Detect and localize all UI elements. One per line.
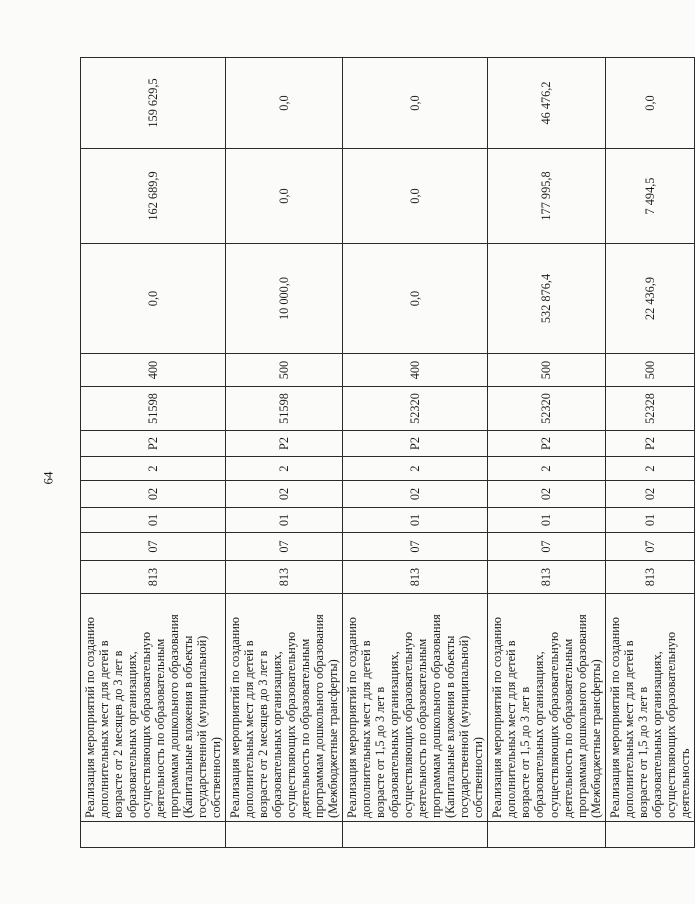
subsection-code: 01 <box>226 508 343 533</box>
amount-year-3: 0,0 <box>605 58 694 149</box>
target-article-part-3: P2 <box>605 431 694 457</box>
table-row <box>226 58 343 848</box>
section-code: 07 <box>81 533 226 561</box>
expense-type-code: 500 <box>488 354 605 387</box>
section-code: 07 <box>343 533 488 561</box>
page-number: 64 <box>40 471 56 485</box>
grbs-code: 813 <box>226 561 343 594</box>
target-article-part-1: 02 <box>343 481 488 508</box>
amount-year-2: 0,0 <box>343 149 488 244</box>
target-article-part-3: P2 <box>226 431 343 457</box>
margin-cell <box>488 822 605 848</box>
target-article-part-2: 2 <box>81 457 226 481</box>
row-description: Реализация мероприятий по созданию дополнительных мест для детей в возрасте от 1,5 до 3 лет в образовательных организациях, осуществляющих образовательную деятельность по образовательным программам дошкольного образования (Межбюджетные трансферты) <box>488 594 605 822</box>
row-description: Реализация мероприятий по созданию дополнительных мест для детей в возрасте от 2 месяцев до 3 лет в образовательных организациях, осуществляющих образовательную деятельность по образовательным программам дошкольного образования (Капитальные вложения в объекты государственной (муниципальной) собственности) <box>81 594 226 822</box>
section-code: 07 <box>605 533 694 561</box>
target-article-part-3: P2 <box>81 431 226 457</box>
target-article-part-4: 51598 <box>81 387 226 431</box>
subsection-code: 01 <box>343 508 488 533</box>
subsection-code: 01 <box>605 508 694 533</box>
target-article-part-1: 02 <box>488 481 605 508</box>
table-row <box>605 58 694 848</box>
row-description: Реализация мероприятий по созданию дополнительных мест для детей в возрасте от 1,5 до 3 лет в образовательных организациях, осуществляющих образовательную деятельность <box>605 594 694 822</box>
expense-type-code: 400 <box>343 354 488 387</box>
grbs-code: 813 <box>81 561 226 594</box>
amount-year-2: 177 995,8 <box>488 149 605 244</box>
expense-type-code: 400 <box>81 354 226 387</box>
amount-year-2: 162 689,9 <box>81 149 226 244</box>
target-article-part-2: 2 <box>488 457 605 481</box>
subsection-code: 01 <box>81 508 226 533</box>
amount-year-2: 7 494,5 <box>605 149 694 244</box>
target-article-part-1: 02 <box>605 481 694 508</box>
amount-year-2: 0,0 <box>226 149 343 244</box>
expense-type-code: 500 <box>226 354 343 387</box>
margin-cell <box>343 822 488 848</box>
amount-year-1: 0,0 <box>343 244 488 354</box>
amount-year-1: 0,0 <box>81 244 226 354</box>
expense-type-code: 500 <box>605 354 694 387</box>
margin-cell <box>226 822 343 848</box>
target-article-part-2: 2 <box>343 457 488 481</box>
row-description: Реализация мероприятий по созданию дополнительных мест для детей в возрасте от 1,5 до 3 лет в образовательных организациях, осуществляющих образовательную деятельность по образовательным программам дошкольного образования (Капитальные вложения в объекты государственной (муниципальной) собственности) <box>343 594 488 822</box>
target-article-part-2: 2 <box>605 457 694 481</box>
amount-year-3: 159 629,5 <box>81 58 226 149</box>
budget-table-sheet <box>80 58 692 848</box>
amount-year-3: 0,0 <box>226 58 343 149</box>
target-article-part-3: P2 <box>343 431 488 457</box>
table-row <box>488 58 605 848</box>
target-article-part-4: 52320 <box>343 387 488 431</box>
section-code: 07 <box>488 533 605 561</box>
margin-cell <box>81 822 226 848</box>
target-article-part-2: 2 <box>226 457 343 481</box>
target-article-part-4: 52328 <box>605 387 694 431</box>
target-article-part-1: 02 <box>226 481 343 508</box>
amount-year-3: 46 476,2 <box>488 58 605 149</box>
section-code: 07 <box>226 533 343 561</box>
table-row <box>343 58 488 848</box>
target-article-part-1: 02 <box>81 481 226 508</box>
grbs-code: 813 <box>343 561 488 594</box>
table-row <box>81 58 226 848</box>
margin-cell <box>605 822 694 848</box>
target-article-part-3: P2 <box>488 431 605 457</box>
grbs-code: 813 <box>605 561 694 594</box>
amount-year-1: 22 436,9 <box>605 244 694 354</box>
budget-table <box>80 57 695 848</box>
target-article-part-4: 51598 <box>226 387 343 431</box>
grbs-code: 813 <box>488 561 605 594</box>
target-article-part-4: 52320 <box>488 387 605 431</box>
amount-year-3: 0,0 <box>343 58 488 149</box>
amount-year-1: 10 000,0 <box>226 244 343 354</box>
amount-year-1: 532 876,4 <box>488 244 605 354</box>
subsection-code: 01 <box>488 508 605 533</box>
rotated-table-wrapper <box>80 58 692 848</box>
row-description: Реализация мероприятий по созданию дополнительных мест для детей в возрасте от 2 месяцев до 3 лет в образовательных организациях, осуществляющих образовательную деятельность по образовательным программам дошкольного образования (Межбюджетные трансферты) <box>226 594 343 822</box>
